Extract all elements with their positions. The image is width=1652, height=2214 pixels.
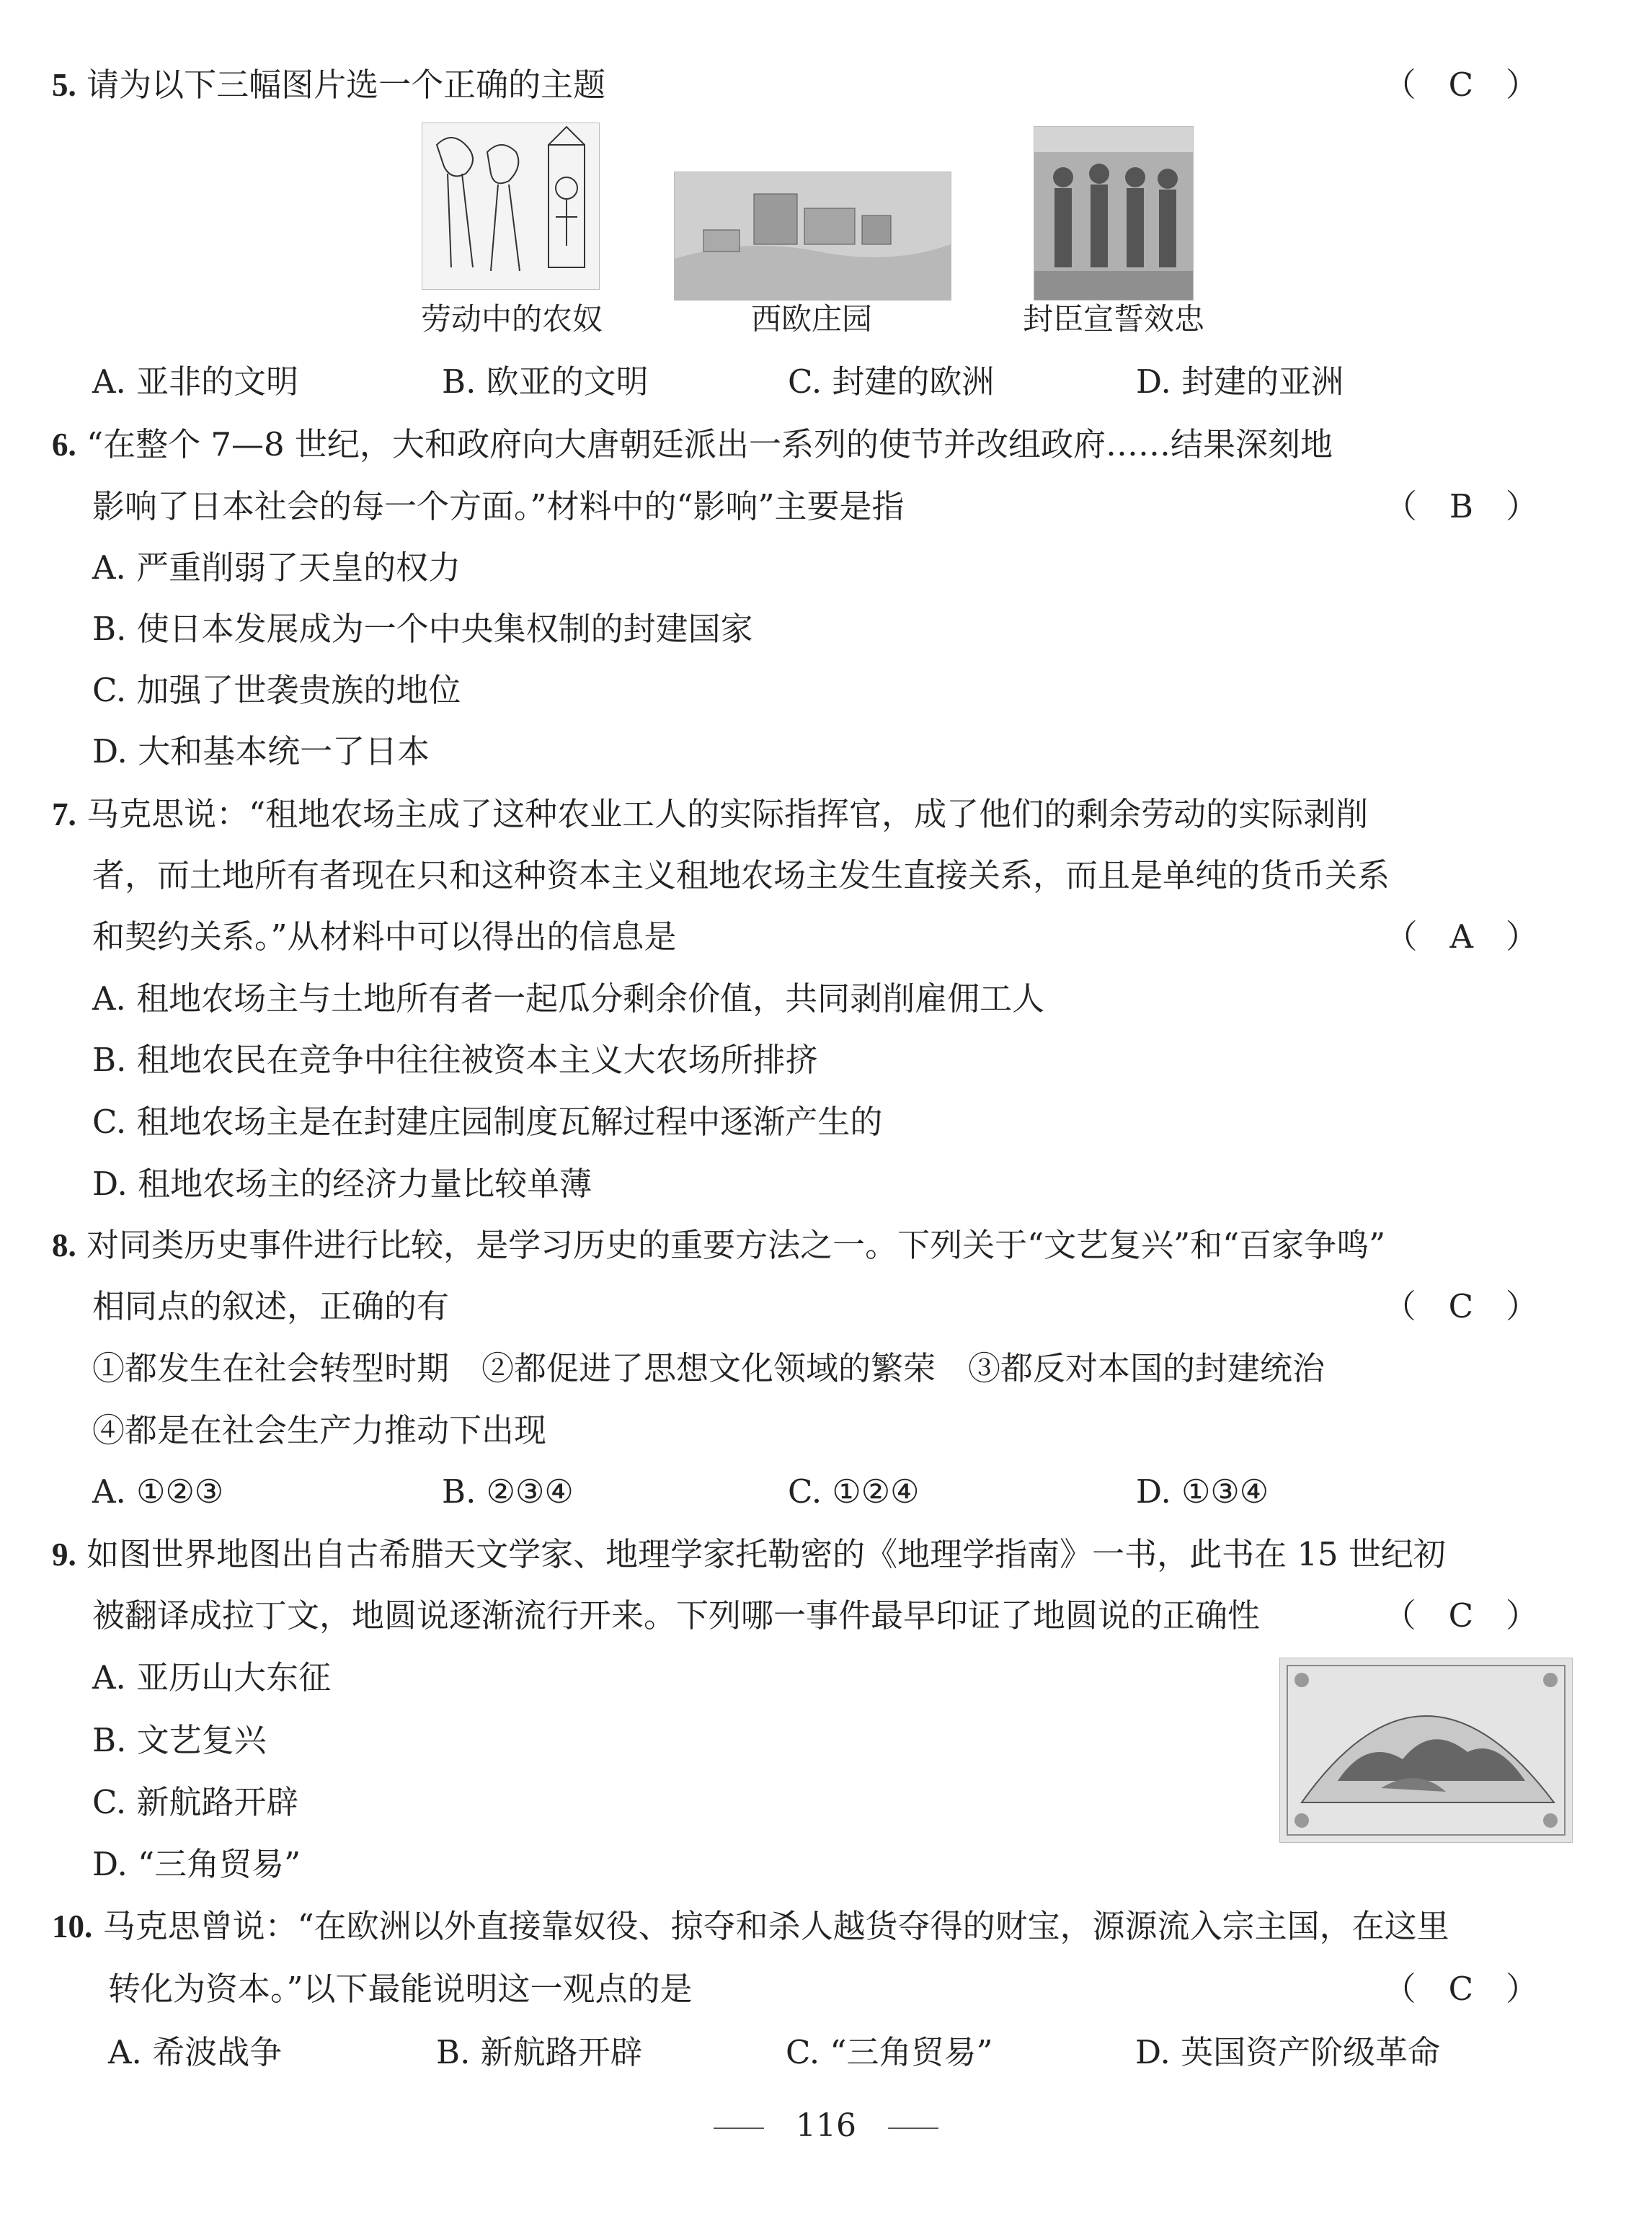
q6-option-a: A. 严重削弱了天皇的权力 [92,548,461,587]
q6-option-d: D. 大和基本统一了日本 [92,732,430,770]
q6-option-b: B. 使日本发展成为一个中央集权制的封建国家 [92,610,753,648]
q7-option-a: A. 租地农场主与土地所有者一起瓜分剩余价值，共同剥削雇佣工人 [92,979,1045,1018]
q5-option-b: B. 欧亚的文明 [442,363,649,401]
q6-number: 6. [52,427,76,463]
page-footer [0,2104,1652,2148]
q7-stem-text-1: 马克思说：“租地农场主成了这种农业工人的实际指挥官，成了他们的剩余劳动的实际剥削 [86,795,1369,833]
q8-stem-line1 [52,1224,1385,1267]
q6-stem-text-1: “在整个 7—8 世纪，大和政府向大唐朝廷派出一系列的使节并改组政府……结果深刻地 [86,425,1333,463]
page-number: 116 [796,2107,856,2144]
q5-option-d: D. 封建的亚洲 [1136,363,1344,401]
q8-option-d: D. ①③④ [1136,1472,1269,1511]
q8-answer: （ C ） [1383,1287,1538,1325]
q6-option-c: C. 加强了世袭贵族的地位 [92,671,461,709]
q10-answer: （ C ） [1383,1970,1538,2008]
q7-option-d: D. 租地农场主的经济力量比较单薄 [92,1165,592,1203]
q10-option-b: B. 新航路开辟 [436,2033,643,2071]
q8-option-a: A. ①②③ [92,1472,224,1511]
q9-option-b: B. 文艺复兴 [92,1721,267,1759]
q7-option-c: C. 租地农场主是在封建庄园制度瓦解过程中逐渐产生的 [92,1103,883,1141]
q5-number: 5. [52,67,76,103]
q8-number: 8. [52,1227,76,1263]
q6-stem-line2: 影响了日本社会的每一个方面。”材料中的“影响”主要是指 [92,487,905,525]
q9-stem-line1 [52,1533,1446,1576]
q8-stem-text-1: 对同类历史事件进行比较，是学习历史的重要方法之一。下列关于“文艺复兴”和“百家争鸣” [86,1226,1386,1264]
q10-option-c: C. “三角贸易” [786,2033,993,2071]
q10-option-a: A. 希波战争 [108,2033,283,2071]
q8-stem-line2: 相同点的叙述，正确的有 [92,1287,450,1325]
q7-number: 7. [52,796,76,832]
q9-option-c: C. 新航路开辟 [92,1783,299,1821]
q8-option-b: B. ②③④ [442,1472,574,1511]
footer-dash-right [888,2128,938,2129]
footer-dash-left [714,2128,764,2129]
ptolemy-world-map [1279,1658,1573,1843]
q9-answer: （ C ） [1383,1596,1538,1635]
q8-items-line1: ①都发生在社会转型时期 ②都促进了思想文化领域的繁荣 ③都反对本国的封建统治 [92,1349,1325,1387]
q10-stem-line2: 转化为资本。”以下最能说明这一观点的是 [108,1970,693,2008]
q7-stem-line2: 者，而土地所有者现在只和这种资本主义租地农场主发生直接关系，而且是单纯的货币关系 [92,856,1390,894]
q10-stem-line1 [52,1905,1449,1948]
q7-option-b: B. 租地农民在竞争中往往被资本主义大农场所排挤 [92,1041,818,1079]
q9-stem-line2: 被翻译成拉丁文，地圆说逐渐流行开来。下列哪一事件最早印证了地圆说的正确性 [92,1596,1261,1635]
q5-stem-text: 请为以下三幅图片选一个正确的主题 [86,66,606,104]
q8-option-c: C. ①②④ [788,1472,920,1511]
q9-stem-text-1: 如图世界地图出自古希腊天文学家、地理学家托勒密的《地理学指南》一书，此书在 15 世纪初 [86,1535,1446,1573]
q9-option-a: A. 亚历山大东征 [92,1658,332,1697]
q8-items-line2: ④都是在社会生产力推动下出现 [92,1411,547,1449]
serfs-working-illustration [422,123,600,290]
q9-option-d: D. “三角贸易” [92,1845,301,1883]
q7-answer: （ A ） [1385,917,1538,956]
q5-option-c: C. 封建的欧洲 [788,363,995,401]
caption-vassal-oath: 封臣宣誓效忠 [1022,301,1204,337]
q5-answer: （ C ） [1383,66,1538,104]
q5-option-a: A. 亚非的文明 [92,363,299,401]
q7-stem-line1 [52,793,1368,836]
vassal-oath-illustration [1034,126,1194,301]
q5-stem [52,63,605,107]
q10-option-d: D. 英国资产阶级革命 [1135,2033,1441,2071]
manor-illustration [674,172,951,301]
caption-serfs: 劳动中的农奴 [420,301,603,337]
q9-number: 9. [52,1537,76,1573]
q10-number: 10. [52,1908,93,1944]
caption-manor: 西欧庄园 [750,301,872,337]
q6-stem-line1 [52,423,1333,466]
q7-stem-line3: 和契约关系。”从材料中可以得出的信息是 [92,917,677,956]
q10-stem-text-1: 马克思曾说：“在欧洲以外直接靠奴役、掠夺和杀人越货夺得的财宝，源源流入宗主国，在这里 [102,1907,1449,1945]
q6-answer: （ B ） [1384,487,1538,525]
